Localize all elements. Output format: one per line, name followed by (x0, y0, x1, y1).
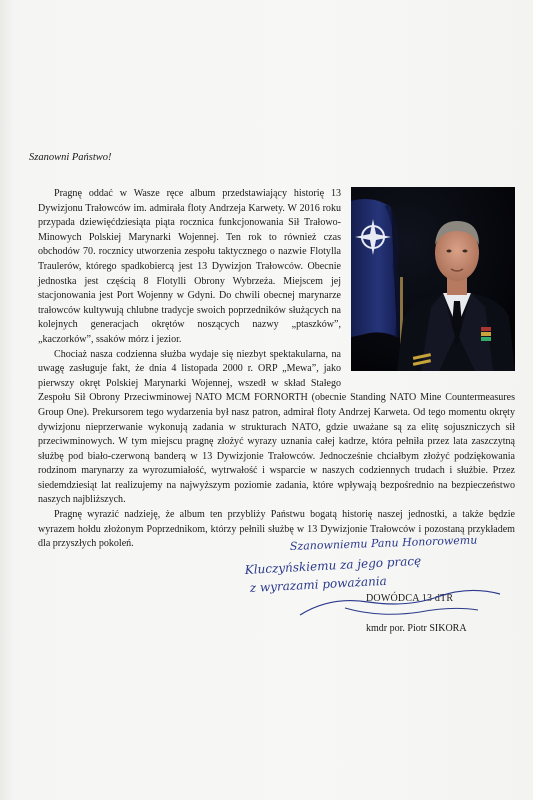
signature-role: DOWÓDCA 13 dTR (366, 593, 454, 604)
portrait-illustration (351, 187, 515, 371)
handwritten-line-2: Kluczyńskiemu za jego pracę (244, 553, 422, 577)
letter-greeting: Szanowni Państwo! (29, 152, 112, 163)
handwritten-line-1: Szanowniemu Panu Honorowemu (289, 533, 478, 553)
paragraph-1: Pragnę oddać w Wasze ręce album przedstawiający historię 13 Dywizjonu Trałowców im. admirała floty Andrzeja Karwety. W 2016 roku przypada dziewięćdziesiąta piąta rocznica funkcjonowania Sił Trałowo-Minowych Polskiej Marynarki Wojennej. Ten rok to również czas obchodów 70. rocznicy utworzenia zespołu taktycznego o nazwie Flotylla Traulerów, którego spadkobiercą jest 13 Dywizjon Trałowców. Obecnie jednostka jest częścią 8 Flotylli Obrony Wybrzeża. Miejscem jej stacjonowania jest Port Wojenny w Gdyni. Do chwili obecnej marynarze trałowców kultywują chlubne tradycje swoich poprzedników służących na kolejnych generacjach okrętów noszących nazwy „ptaszków”, „kaczorków”, ssaków mórz i jezior. (38, 188, 341, 345)
officer-portrait (351, 187, 515, 371)
handwritten-line-3: z wyrazami poważania (249, 573, 388, 595)
signature-underline (345, 608, 478, 614)
letter-body (38, 187, 515, 552)
paragraph-2: Chociaż nasza codzienna służba wydaje się niezbyt spektakularna, na uwagę zasługuje fakt, że dnia 4 listopada 2000 r. ORP „Mewa”, jako pierwszy okręt Polskiej Marynarki Wojennej, wszedł w skład Stałego Zespołu Sił Obrony Przeciwminowej NATO MCM FORNORTH (obecnie Standing NATO Mine Countermeasures Group One). Prekursorem tego wydarzenia był nasz patron, admirał floty Andrzej Karweta. Od tego momentu okręty dywizjonu nieprzerwanie wykonują zadania w strukturach NATO, gdzie uważane są za elitę sojuszniczych sił przeciwminowych. W tym miejscu pragnę złożyć wyrazy uznania całej kadrze, która pełniła przez lata zaszczytną służbę pod biało-czerwoną banderą w 13 Dywizjonie Trałowców. Jednocześnie chciałbym złożyć podziękowania rodzinom marynarzy za wyrozumiałość, wytrwałość i wsparcie w naszych codziennych trudach i służbie. Przez siedemdziesiąt lat realizujemy na najwyższym poziomie zadania, które wpływają bezpośrednio na bezpieczeństwo naszych najbliższych. (38, 348, 515, 506)
signature-name: kmdr por. Piotr SIKORA (366, 623, 467, 634)
signature-stroke (300, 590, 500, 615)
paragraph-3: Pragnę wyrazić nadzieję, że album ten przybliży Państwu bogatą historię naszej jednostki, a także będzie wyrazem hołdu złożonym Poprzednikom, którzy pełnili służbę w 13 Dywizjonie Trałowców i pozostaną przykładem dla przyszłych pokoleń. (38, 509, 515, 550)
